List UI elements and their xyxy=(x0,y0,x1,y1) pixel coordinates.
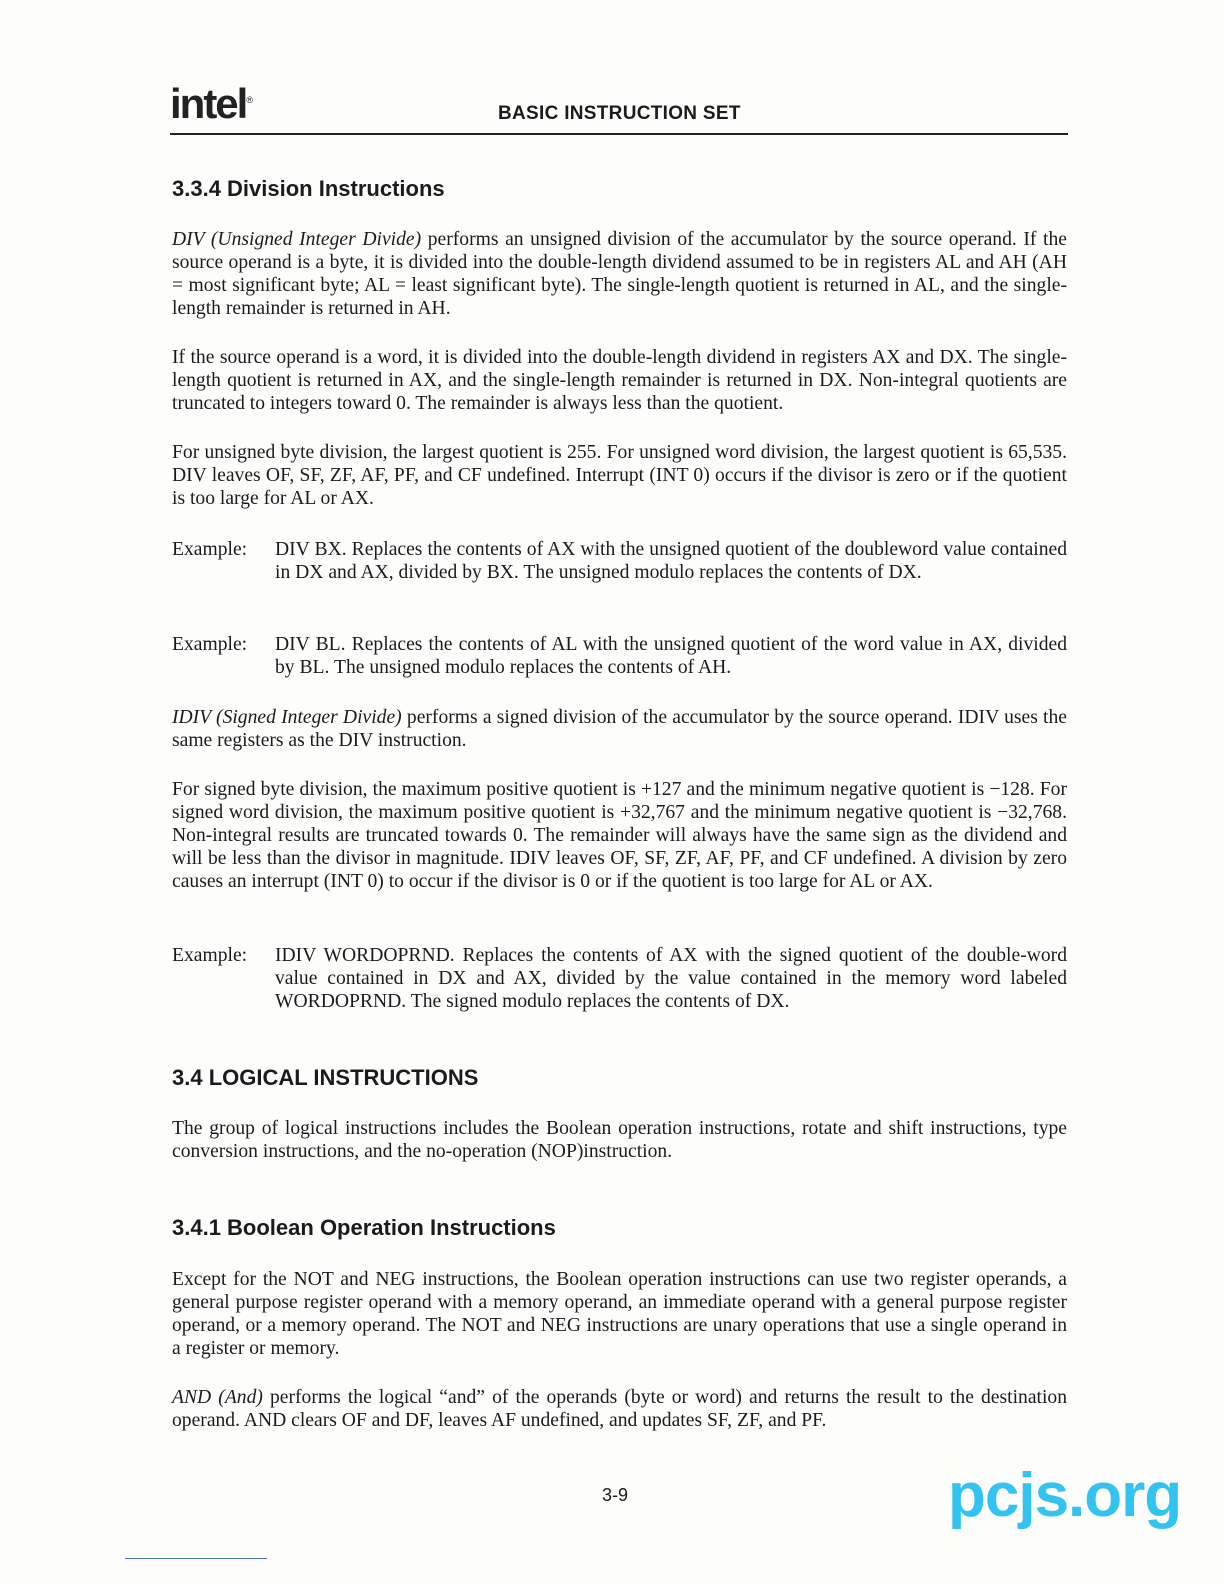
term-div: DIV (Unsigned Integer Divide) xyxy=(172,229,422,250)
paragraph-div xyxy=(172,228,1067,320)
example-label: Example: xyxy=(172,634,248,655)
example-text: DIV BL. Replaces the contents of AL with the unsigned quotient of the word value in AX, divided by BL. The unsigned modulo replaces the contents of AH. xyxy=(275,634,1067,678)
logo-text: intel xyxy=(170,80,247,127)
paragraph-word-division: If the source operand is a word, it is divided into the double-length dividend in registers AX and DX. The single-length quotient is returned in AX, and the single-length remainder is returned in DX. Non-integral quotients are truncated to integers toward 0. The remainder is always less than the quotient. xyxy=(172,347,1067,414)
paragraph-logical: The group of logical instructions includes the Boolean operation instructions, rotate and shift instructions, type conversion instructions, and the no-operation (NOP)instruction. xyxy=(172,1118,1067,1162)
logo-mark: ® xyxy=(246,95,253,105)
paragraph-div-text: performs an unsigned division of the accumulator by the source operand. If the source operand is a byte, it is divided into the double-length dividend assumed to be in registers AL and AH (AH = most significant byte; AL = least significant byte). The single-length quotient is returned in AL, and the single-length remainder is returned in AH. xyxy=(172,229,1067,319)
example-div-bx xyxy=(172,538,1067,584)
paragraph-idiv xyxy=(172,706,1067,752)
example-div-bl xyxy=(172,633,1067,679)
header-rule xyxy=(170,133,1068,135)
example-text: DIV BX. Replaces the contents of AX with the unsigned quotient of the doubleword value contained in DX and AX, divided by BX. The unsigned modulo replaces the contents of DX. xyxy=(275,539,1067,583)
term-and: AND (And) xyxy=(172,1387,263,1408)
section-heading-logical: 3.4 LOGICAL INSTRUCTIONS xyxy=(172,1065,479,1090)
section-heading-division: 3.3.4 Division Instructions xyxy=(172,176,445,201)
paragraph-and xyxy=(172,1386,1067,1432)
example-label: Example: xyxy=(172,539,248,560)
section-heading-boolean: 3.4.1 Boolean Operation Instructions xyxy=(172,1215,556,1240)
header-title: BASIC INSTRUCTION SET xyxy=(498,103,741,124)
paragraph-unsigned-limits: For unsigned byte division, the largest quotient is 255. For unsigned word division, the largest quotient is 65,535. DIV leaves OF, SF, ZF, AF, PF, and CF undefined. Interrupt (INT 0) occurs if the divisor is zero or if the quotient is too large for AL or AX. xyxy=(172,442,1067,509)
paragraph-boolean: Except for the NOT and NEG instructions, the Boolean operation instructions can use two register operands, a general purpose register operand with a memory operand, an immediate operand with a general purpose register operand, or a memory operand. The NOT and NEG instructions are unary operations that use a single operand in a register or memory. xyxy=(172,1269,1067,1359)
footer-link-underline xyxy=(125,1558,267,1559)
paragraph-idiv-text: performs a signed division of the accumulator by the source operand. IDIV uses the same registers as the DIV instruction. xyxy=(172,707,1067,751)
paragraph-and-text: performs the logical “and” of the operands (byte or word) and returns the result to the destination operand. AND clears OF and DF, leaves AF undefined, and updates SF, ZF, and PF. xyxy=(172,1387,1067,1431)
example-label: Example: xyxy=(172,945,248,966)
example-text: IDIV WORDOPRND. Replaces the contents of AX with the signed quotient of the double-word value contained in DX and AX, divided by the value contained in the memory word labeled WORDOPRND. The signed modulo replaces the contents of DX. xyxy=(275,945,1067,1012)
paragraph-signed-limits: For signed byte division, the maximum positive quotient is +127 and the minimum negative quotient is −128. For signed word division, the maximum positive quotient is +32,767 and the minimum negative quotient is −32,768. Non-integral results are truncated towards 0. The remainder will always have the same sign as the dividend and will be less than the divisor in magnitude. IDIV leaves OF, SF, ZF, AF, PF, and CF undefined. A division by zero causes an interrupt (INT 0) to occur if the divisor is 0 or if the quotient is too large for AL or AX. xyxy=(172,779,1067,892)
term-idiv: IDIV (Signed Integer Divide) xyxy=(172,707,402,728)
intel-logo xyxy=(170,80,253,128)
example-idiv xyxy=(172,944,1067,1013)
page-number: 3-9 xyxy=(602,1485,629,1505)
pcjs-watermark: pcjs.org xyxy=(948,1461,1182,1530)
